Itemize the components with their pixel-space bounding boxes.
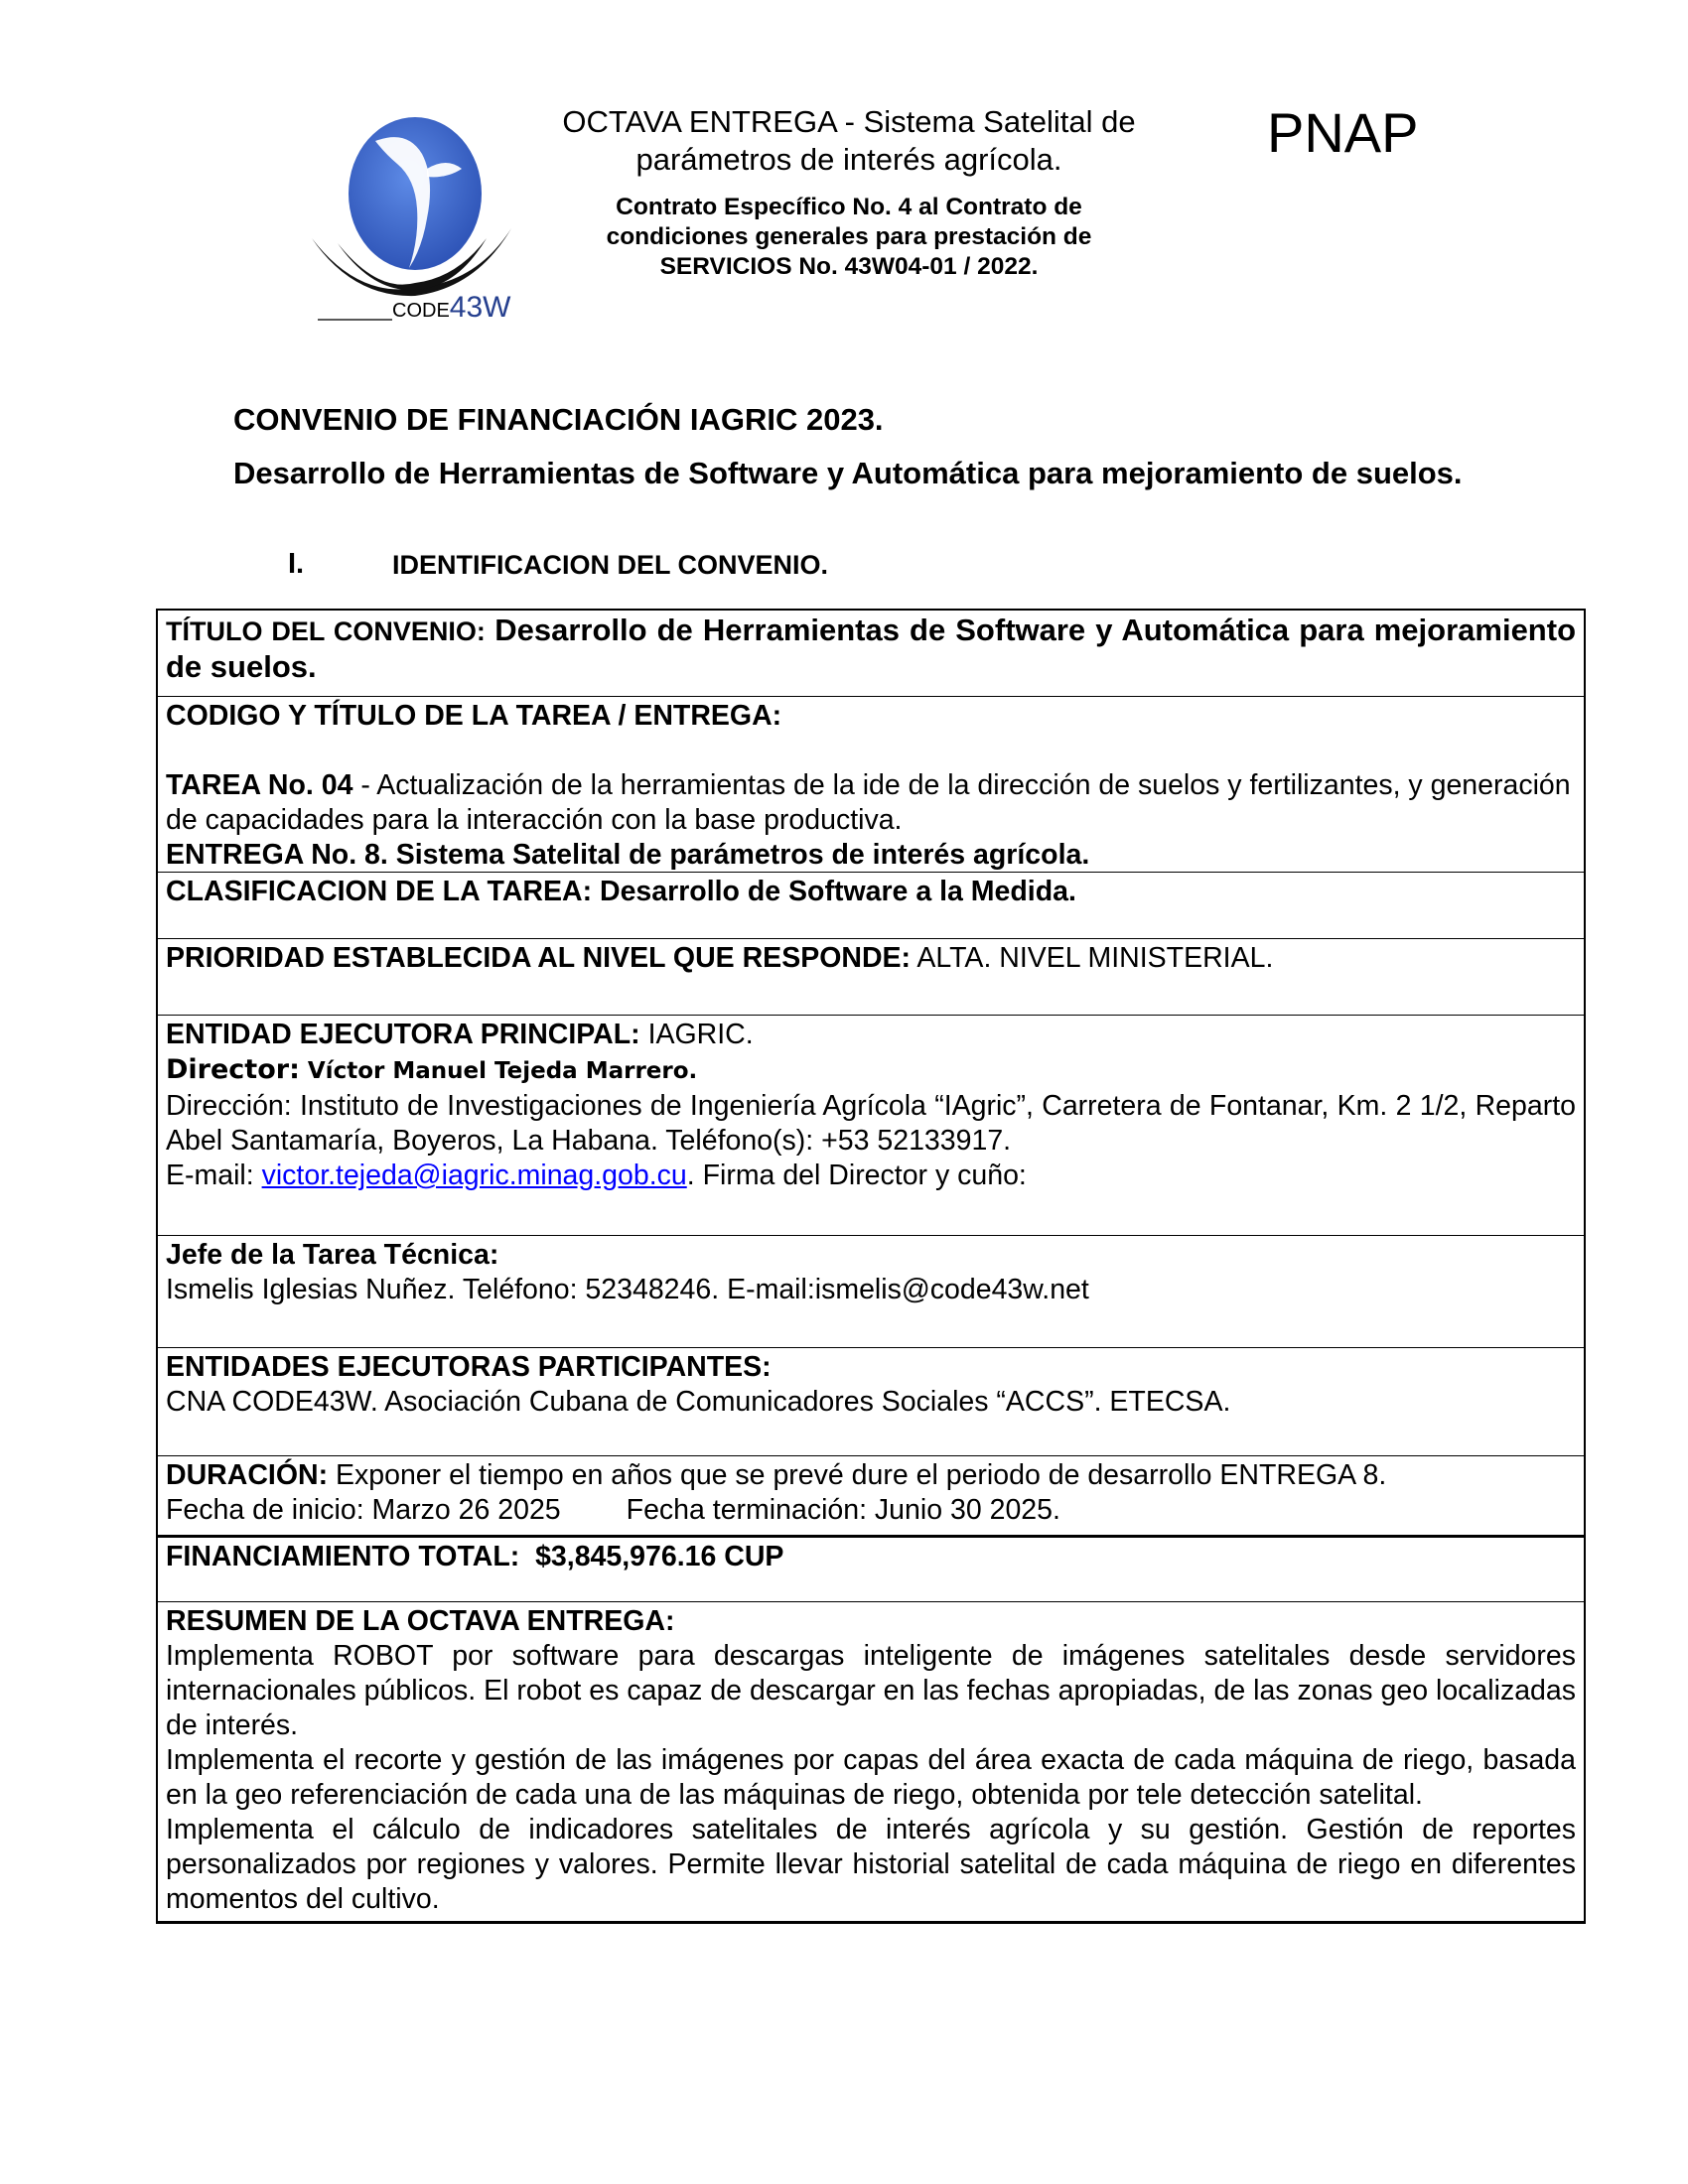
prioridad-label: PRIORIDAD ESTABLECIDA AL NIVEL QUE RESPONDE: (166, 942, 912, 974)
tarea-label: TAREA No. 04 (166, 769, 353, 801)
row-titulo (158, 611, 1584, 696)
jefe-value: Ismelis Iglesias Nuñez. Teléfono: 52348246. E-mail:ismelis@code43w.net (166, 1274, 1089, 1305)
email-label: E-mail: (166, 1160, 262, 1191)
director-email-link[interactable]: victor.tejeda@iagric.minag.gob.cu (261, 1160, 687, 1191)
contract-line2: condiciones generales para prestación de (606, 223, 1092, 250)
section-number: I. (288, 548, 305, 580)
document-header (526, 103, 1172, 282)
contract-line3: SERVICIOS No. 43W04-01 / 2022. (659, 253, 1039, 280)
director-label: Director: (166, 1054, 300, 1085)
director-value: Víctor Manuel Tejeda Marrero. (299, 1058, 698, 1084)
clasificacion-value: Desarrollo de Software a la Medida. (592, 876, 1076, 907)
tarea-text: - Actualización de la herramientas de la ide de la dirección de suelos y fertilizantes, y generación de capacidades para la interacción con la base productiva. (166, 769, 1571, 836)
resumen-paragraph: Implementa el recorte y gestión de las imágenes por capas del área exacta de cada máquina de riego, basada en la geo referenciación de cada una de las máquinas de riego, obtenida por tele detección satelital. (166, 1744, 1576, 1811)
participantes-label: ENTIDADES EJECUTORAS PARTICIPANTES: (166, 1351, 772, 1383)
logo-wordmark (392, 291, 511, 325)
entidad-value: IAGRIC. (639, 1019, 754, 1050)
resumen-paragraph: Implementa el cálculo de indicadores satelitales de interés agrícola y su gestión. Gestión de reportes personalizados por regiones y valores. Permite llevar historial satelital de cada máquina de riego en diferentes momentos del cultivo. (166, 1814, 1576, 1915)
convenio-subtitle: Desarrollo de Herramientas de Software y Automática para mejoramiento de suelos. (233, 456, 1463, 490)
row-financiamiento (158, 1535, 1584, 1601)
duracion-label: DURACIÓN: (166, 1459, 329, 1491)
header-title-line1: OCTAVA ENTREGA - Sistema Satelital de (562, 104, 1136, 139)
code43w-logo (298, 99, 526, 328)
duracion-value: Exponer el tiempo en años que se prevé dure el periodo de desarrollo ENTREGA 8. (328, 1459, 1387, 1491)
titulo-label: TÍTULO DEL CONVENIO: (166, 616, 486, 646)
row-duracion (158, 1455, 1584, 1535)
contract-line1: Contrato Específico No. 4 al Contrato de (616, 194, 1082, 220)
entrega-text: ENTREGA No. 8. Sistema Satelital de parámetros de interés agrícola. (166, 839, 1090, 871)
direccion-text: Dirección: Instituto de Investigaciones de Ingeniería Agrícola “IAgric”, Carretera de Fontanar, Km. 2 1/2, Reparto Abel Santamaría, Boyeros, La Habana. Teléfono(s): +53 52133917. (166, 1090, 1576, 1157)
identification-table (156, 609, 1586, 1924)
row-clasificacion (158, 872, 1584, 938)
row-jefe (158, 1235, 1584, 1347)
fecha-fin: Fecha terminación: Junio 30 2025. (626, 1494, 1060, 1526)
resumen-label: RESUMEN DE LA OCTAVA ENTREGA: (166, 1605, 675, 1637)
codigo-label: CODIGO Y TÍTULO DE LA TAREA / ENTREGA: (166, 700, 782, 732)
financiamiento-label: FINANCIAMIENTO TOTAL: (166, 1541, 520, 1572)
fecha-inicio: Fecha de inicio: Marzo 26 2025 (166, 1494, 561, 1526)
jefe-label: Jefe de la Tarea Técnica: (166, 1239, 499, 1271)
firma-text: . Firma del Director y cuño: (686, 1160, 1027, 1191)
row-participantes (158, 1347, 1584, 1455)
row-prioridad (158, 938, 1584, 1015)
row-entidad (158, 1015, 1584, 1235)
financiamiento-value: $3,845,976.16 CUP (535, 1541, 784, 1572)
pnap-tag: PNAP (1267, 101, 1419, 164)
logo-text-code: CODE (392, 300, 450, 322)
row-resumen (158, 1601, 1584, 1921)
section-title: IDENTIFICACION DEL CONVENIO. (392, 550, 829, 580)
row-codigo (158, 696, 1584, 872)
entidad-label: ENTIDAD EJECUTORA PRINCIPAL: (166, 1019, 640, 1050)
clasificacion-label: CLASIFICACION DE LA TAREA: (166, 876, 593, 907)
titulo-value: Desarrollo de Herramientas de Software y Automática para mejoramiento de suelos. (166, 613, 1576, 684)
header-title-line2: parámetros de interés agrícola. (635, 142, 1062, 177)
convenio-title: CONVENIO DE FINANCIACIÓN IAGRIC 2023. (233, 402, 884, 437)
participantes-value: CNA CODE43W. Asociación Cubana de Comunicadores Sociales “ACCS”. ETECSA. (166, 1386, 1231, 1418)
prioridad-value: ALTA. NIVEL MINISTERIAL. (911, 942, 1274, 974)
logo-text-43w: 43W (449, 291, 511, 324)
resumen-paragraph: Implementa ROBOT por software para descargas inteligente de imágenes satelitales desde servidores internacionales públicos. El robot es capaz de descargar en las fechas apropiadas, de las zonas geo localizadas de interés. (166, 1640, 1576, 1741)
